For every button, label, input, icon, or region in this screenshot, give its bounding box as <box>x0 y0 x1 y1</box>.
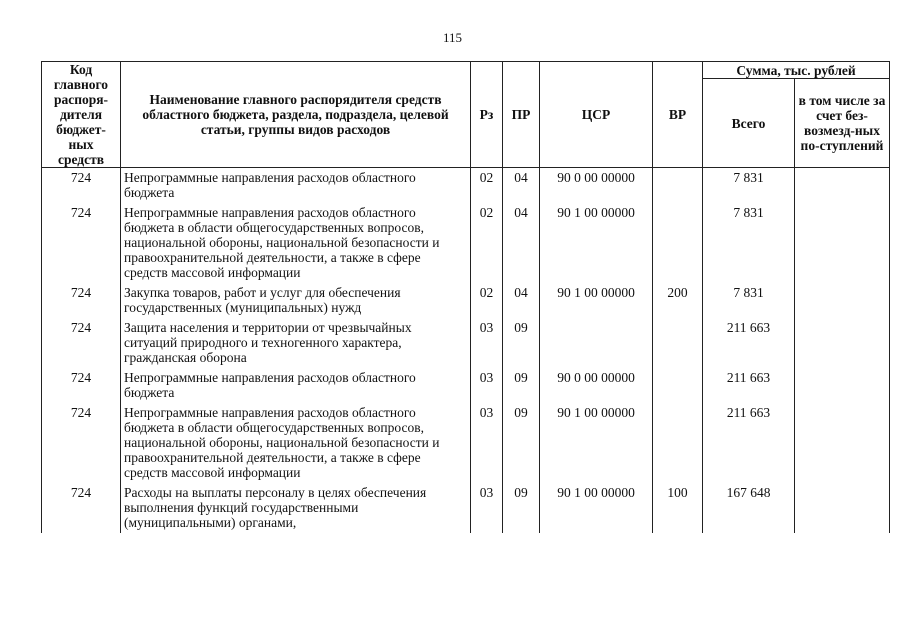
row-rz: 03 <box>471 403 503 483</box>
row-csr: 90 0 00 00000 <box>540 168 653 204</box>
row-csr: 90 1 00 00000 <box>540 203 653 283</box>
row-rz: 02 <box>471 168 503 204</box>
row-total: 7 831 <box>703 283 795 318</box>
row-vr <box>653 203 703 283</box>
row-csr: 90 1 00 00000 <box>540 283 653 318</box>
budget-table <box>41 61 890 533</box>
table-row <box>42 283 890 318</box>
row-rz: 03 <box>471 318 503 368</box>
row-name: Непрограммные направления расходов областного бюджета в области общегосударственных вопросов, национальной обороны, национальной безопасности и правоохранительной деятельности, а также в сфере средств массовой информации <box>121 203 471 283</box>
row-name: Защита населения и территории от чрезвычайных ситуаций природного и техногенного характера, гражданская оборона <box>121 318 471 368</box>
row-gratuitous <box>795 483 890 533</box>
row-code: 724 <box>42 368 121 403</box>
row-code: 724 <box>42 318 121 368</box>
header-rz: Рз <box>471 62 503 168</box>
row-pr: 04 <box>503 203 540 283</box>
header-name: Наименование главного распорядителя средств областного бюджета, раздела, подраздела, целевой статьи, группы видов расходов <box>121 62 471 168</box>
row-csr: 90 0 00 00000 <box>540 368 653 403</box>
row-pr: 09 <box>503 368 540 403</box>
header-gratuitous: в том числе за счет без-возмезд-ных по-ступлений <box>795 79 890 168</box>
row-name: Непрограммные направления расходов областного бюджета <box>121 368 471 403</box>
header-pr: ПР <box>503 62 540 168</box>
row-rz: 03 <box>471 368 503 403</box>
row-csr <box>540 318 653 368</box>
row-csr: 90 1 00 00000 <box>540 403 653 483</box>
row-vr <box>653 368 703 403</box>
table-row <box>42 203 890 283</box>
row-csr: 90 1 00 00000 <box>540 483 653 533</box>
row-name: Закупка товаров, работ и услуг для обеспечения государственных (муниципальных) нужд <box>121 283 471 318</box>
row-total: 167 648 <box>703 483 795 533</box>
header-sum-group: Сумма, тыс. рублей <box>703 62 890 79</box>
table-row <box>42 168 890 204</box>
row-gratuitous <box>795 168 890 204</box>
row-total: 7 831 <box>703 203 795 283</box>
row-name: Расходы на выплаты персоналу в целях обеспечения выполнения функций государственными (муниципальными) органами, <box>121 483 471 533</box>
row-pr: 04 <box>503 283 540 318</box>
row-vr <box>653 318 703 368</box>
header-csr: ЦСР <box>540 62 653 168</box>
row-total: 211 663 <box>703 318 795 368</box>
row-name: Непрограммные направления расходов областного бюджета в области общегосударственных вопросов, национальной обороны, национальной безопасности и правоохранительной деятельности, а также в сфере средств массовой информации <box>121 403 471 483</box>
row-gratuitous <box>795 368 890 403</box>
row-rz: 02 <box>471 203 503 283</box>
row-gratuitous <box>795 283 890 318</box>
table-row <box>42 483 890 533</box>
row-total: 211 663 <box>703 403 795 483</box>
row-pr: 04 <box>503 168 540 204</box>
table-row <box>42 368 890 403</box>
row-code: 724 <box>42 283 121 318</box>
row-rz: 03 <box>471 483 503 533</box>
row-rz: 02 <box>471 283 503 318</box>
table-row <box>42 403 890 483</box>
row-total: 211 663 <box>703 368 795 403</box>
row-gratuitous <box>795 203 890 283</box>
row-pr: 09 <box>503 403 540 483</box>
row-name: Непрограммные направления расходов областного бюджета <box>121 168 471 204</box>
row-code: 724 <box>42 203 121 283</box>
header-total: Всего <box>703 79 795 168</box>
row-code: 724 <box>42 403 121 483</box>
row-gratuitous <box>795 318 890 368</box>
row-code: 724 <box>42 483 121 533</box>
page-number: 115 <box>442 30 463 45</box>
header-vr: ВР <box>653 62 703 168</box>
row-vr <box>653 403 703 483</box>
row-code: 724 <box>42 168 121 204</box>
row-total: 7 831 <box>703 168 795 204</box>
row-vr <box>653 168 703 204</box>
header-code: Код главного распоря-дителя бюджет-ных средств <box>42 62 121 168</box>
table-row <box>42 318 890 368</box>
row-vr: 200 <box>653 283 703 318</box>
row-vr: 100 <box>653 483 703 533</box>
row-pr: 09 <box>503 483 540 533</box>
row-pr: 09 <box>503 318 540 368</box>
row-gratuitous <box>795 403 890 483</box>
